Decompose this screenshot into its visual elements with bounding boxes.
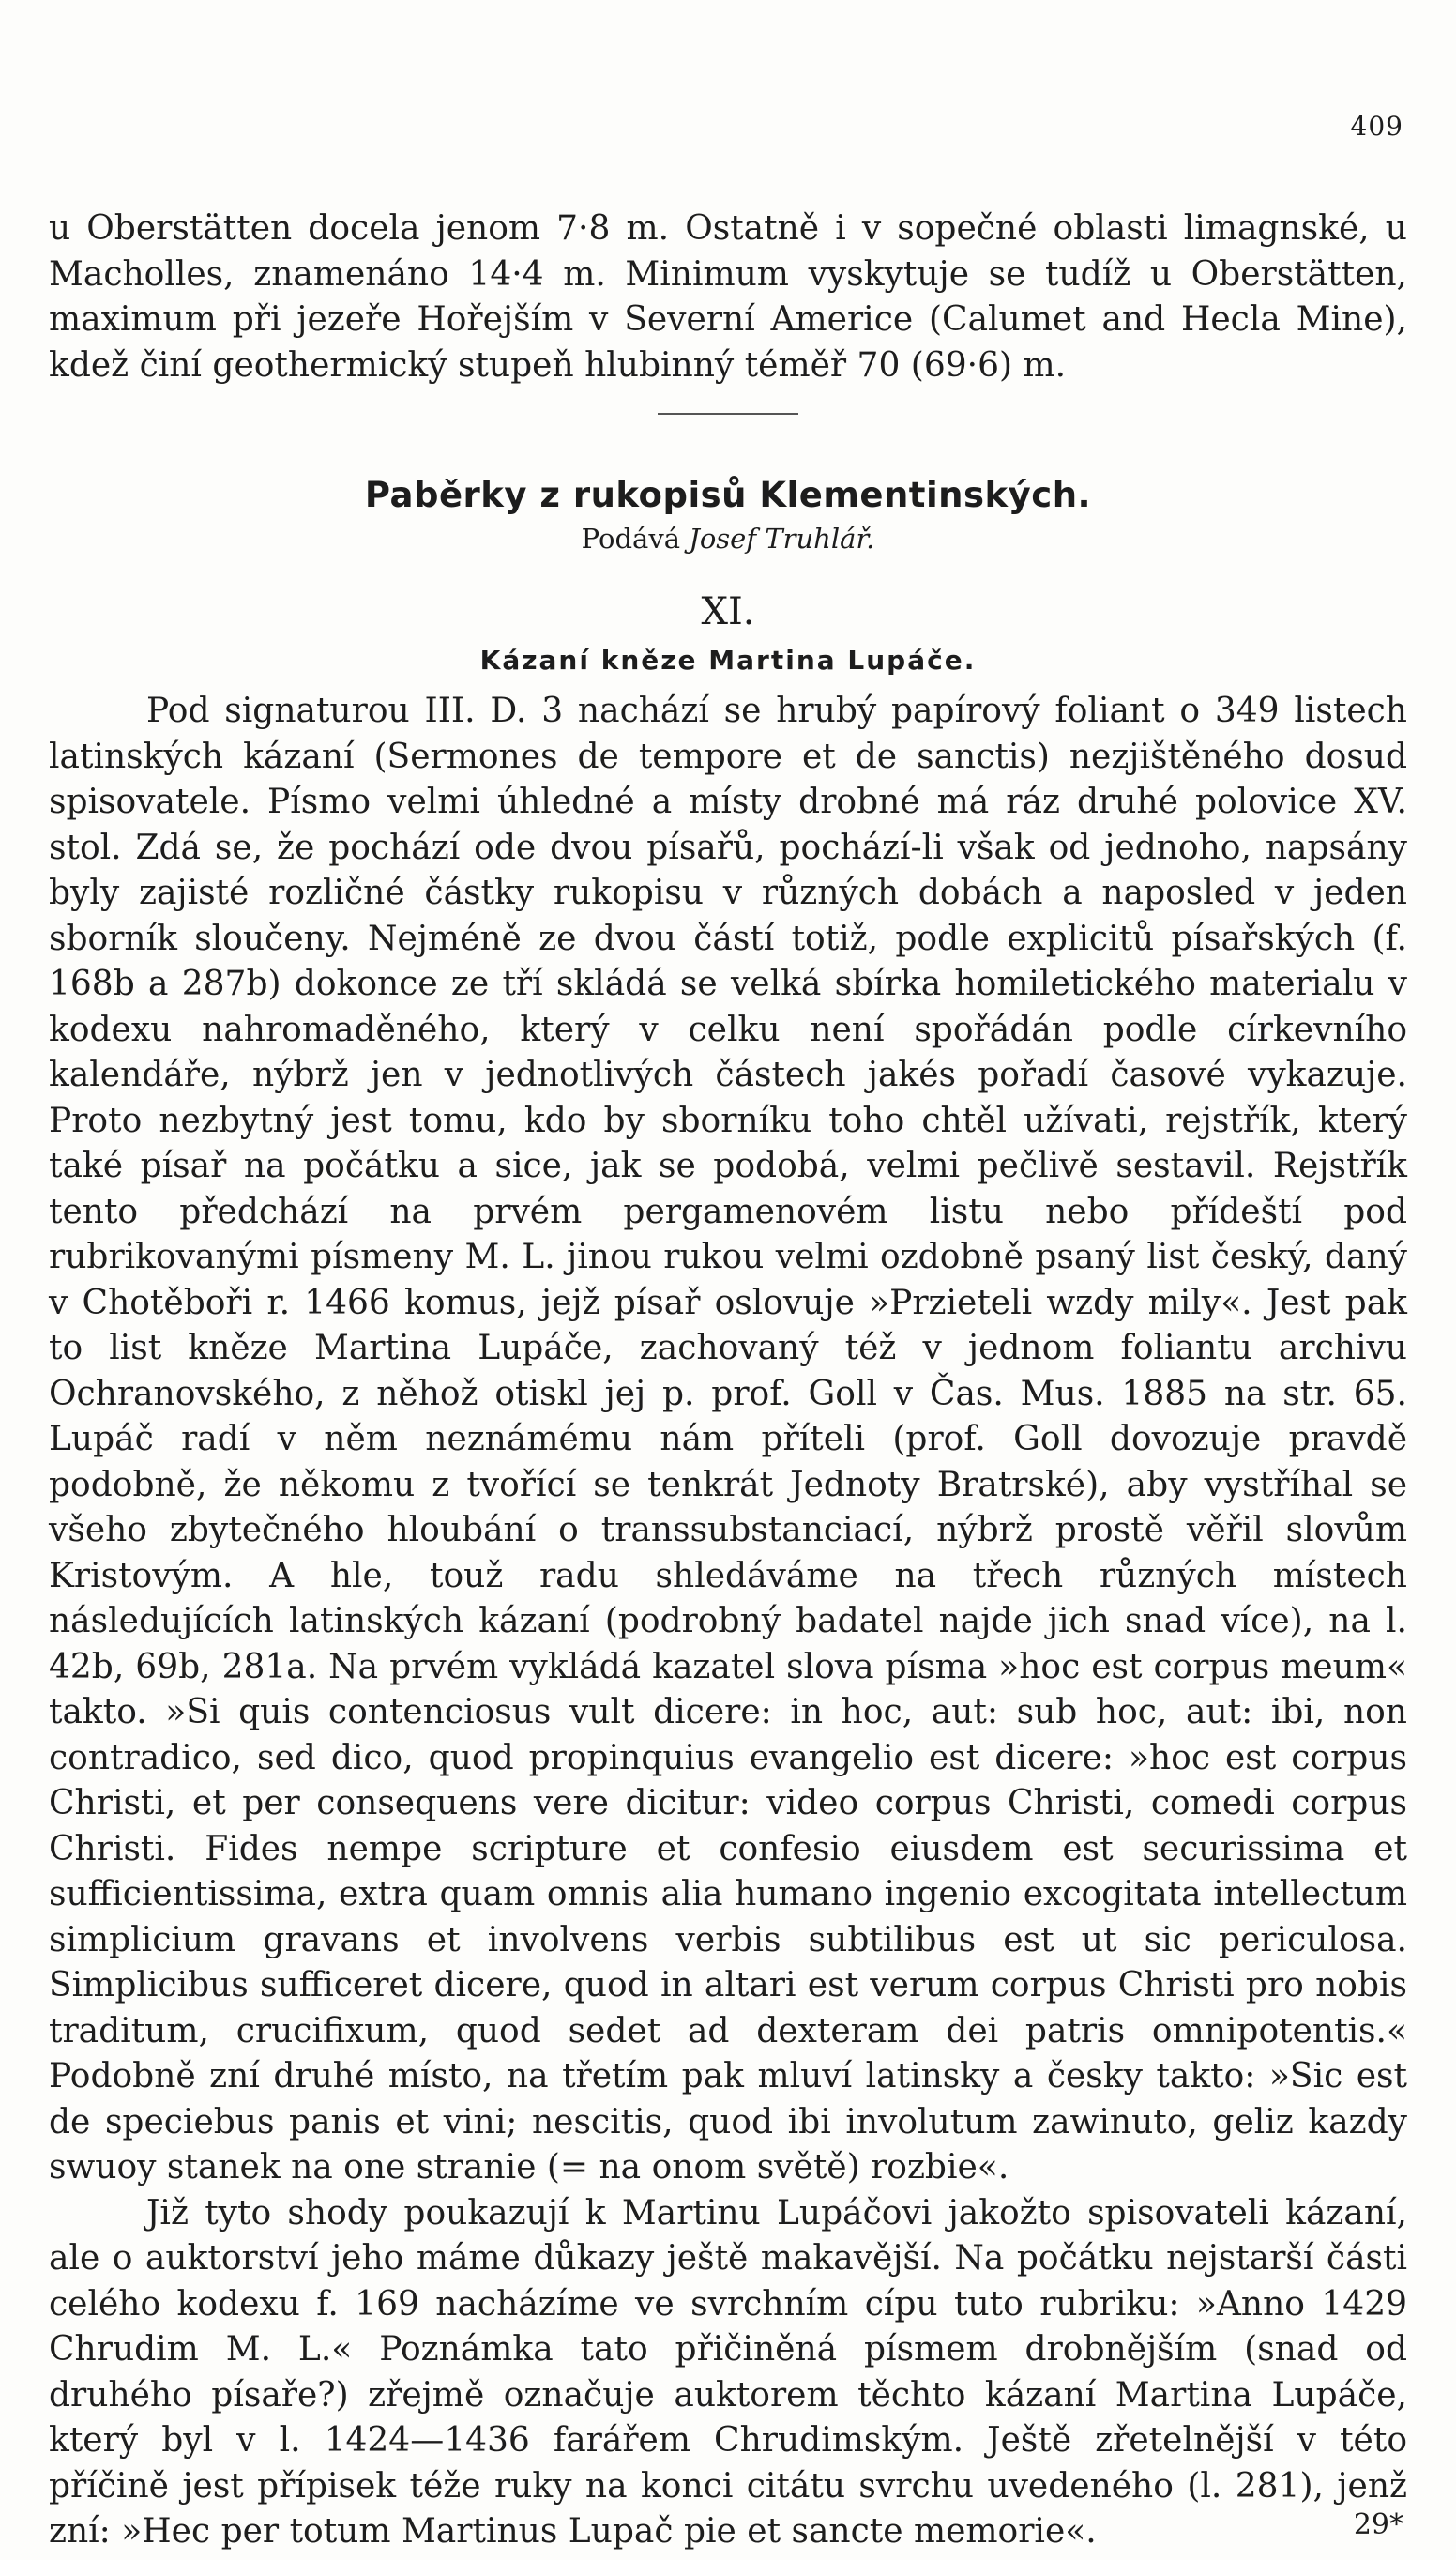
signature-mark: 29*	[1353, 2508, 1403, 2541]
section-divider	[658, 413, 798, 415]
article-author: Josef Truhlář.	[689, 523, 875, 555]
byline-prefix: Podává	[581, 523, 680, 555]
article-byline	[49, 523, 1407, 555]
page-number: 409	[1350, 111, 1403, 142]
intro-paragraph: u Oberstätten docela jenom 7·8 m. Ostatně i v sopečné oblasti limagnské, u Macholles, znamenáno 14·4 m. Minimum vyskytuje se tudíž u Oberstätten, maximum při jezeře Hořejším v Severní Americe (Calumet and Hecla Mine), kdež činí geothermický stupeň hlubinný téměř 70 (69·6) m.	[49, 209, 1407, 385]
article-title: Paběrky z rukopisů Klementinských.	[364, 475, 1092, 515]
page-content	[49, 206, 1407, 2555]
section-title: Kázaní kněze Martina Lupáče.	[479, 645, 977, 676]
body-paragraph-2: Již tyto shody poukazují k Martinu Lupáčovi jakožto spisovateli kázaní, ale o auktorství jeho máme důkazy ještě makavější. Na počátku nejstarší části celého kodexu f. 169 nacházíme ve svrchním cípu tuto rubriku: »Anno 1429 Chrudim M. L.« Poznámka tato přičiněná písmem drobnějším (snad od druhého písaře?) zřejmě označuje auktorem těchto kázaní Martina Lupáče, který byl v l. 1424—1436 farářem Chrudimským. Ještě zřetelnější v této příčině jest přípisek téže ruky na konci citátu svrchu uvedeného (l. 281), jenž zní: »Hec per totum Martinus Lupač pie et sancte memorie«.	[49, 2193, 1407, 2551]
body-paragraph-1: Pod signaturou III. D. 3 nachází se hrubý papírový foliant o 349 listech latinských kázaní (Sermones de tempore et de sanctis) nezjištěného dosud spisovatele. Písmo velmi úhledné a místy drobné má ráz druhé polovice XV. stol. Zdá se, že pochází ode dvou písařů, pochází-li však od jednoho, napsány byly zajisté rozličné částky rukopisu v různých dobách a naposled v jeden sborník sloučeny. Nejméně ze dvou částí totiž, podle explicitů písařských (f. 168b a 287b) dokonce ze tří skládá se velká sbírka homiletického materialu v kodexu nahromaděného, který v celku není spořádán podle církevního kalendáře, nýbrž jen v jednotlivých částech jakés pořadí časové vykazuje. Proto nezbytný jest tomu, kdo by sborníku toho chtěl užívati, rejstřík, který také písař na počátku a sice, jak se podobá, velmi pečlivě sestavil. Rejstřík tento předchází na prvém pergamenovém listu nebo přídeští pod rubrikovanými písmeny M. L. jinou rukou velmi ozdobně psaný list český, daný v Chotěboři r. 1466 komus, jejž písař oslovuje »Przieteli wzdy mily«. Jest pak to list kněze Martina Lupáče, zachovaný též v jednom foliantu archivu Ochranovského, z něhož otiskl jej p. prof. Goll v Čas. Mus. 1885 na str. 65. Lupáč radí v něm neznámému nám příteli (prof. Goll dovozuje pravdě podobně, že někomu z tvořící se tenkrát Jednoty Bratrské), aby vystříhal se všeho zbytečného hloubání o transsubstanciací, nýbrž prostě věřil slovům Kristovým. A hle, touž radu shledáváme na třech různých místech následujících latinských kázaní (podrobný badatel najde jich snad více), na l. 42b, 69b, 281a. Na prvém vykládá kazatel slova písma »hoc est corpus meum« takto. »Si quis contenciosus vult dicere: in hoc, aut: sub hoc, aut: ibi, non contradico, sed dico, quod propinquius evangelio est dicere: »hoc est corpus Christi, et per consequens vere dicitur: video corpus Christi, comedi corpus Christi. Fides nempe scripture et confesio eiusdem est securissima et sufficientissima, extra quam omnis alia humano ingenio excogitata intellectum simplicium gravans et involvens verbis subtilibus est ut sic periculosa. Simplicibus sufficeret dicere, quod in altari est verum corpus Christi pro nobis traditum, crucifixum, quod sedet ad dexteram dei patris omnipotentis.« Podobně zní druhé místo, na třetím pak mluví latinsky a česky takto: »Sic est de speciebus panis et vini; nescitis, quod ibi involutum zawinuto, geliz kazdy swuoy stanek na one stranie (= na onom světě) rozbie«.	[49, 692, 1407, 2187]
section-number: XI.	[701, 590, 755, 633]
